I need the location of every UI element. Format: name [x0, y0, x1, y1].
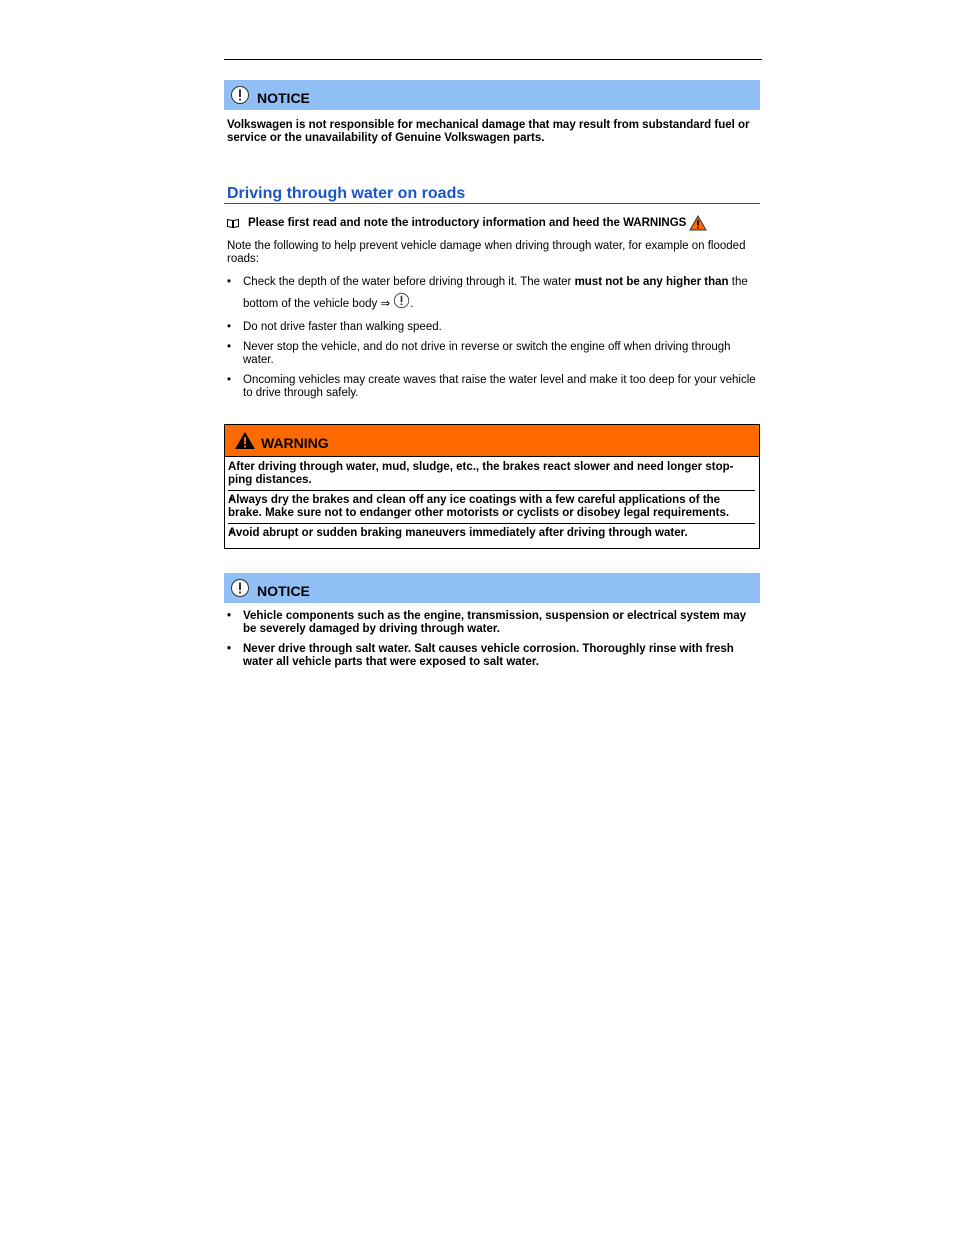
book-icon: [227, 218, 239, 228]
exclamation-circle-icon: [230, 85, 250, 105]
exclamation-circle-icon: [393, 292, 410, 309]
section-title: Driving through water on roads: [224, 187, 760, 204]
list-item: • Check the depth of the water before driving through it. The water must not be any higher than the bottom of the vehicle body ⇒ .: [227, 273, 761, 314]
exclamation-circle-icon: [230, 578, 250, 598]
warning-box: [224, 424, 760, 549]
warning-item: • Always dry the brakes and clean off any ice coatings with a few careful applications of the brake. Make sure not to endanger other motorists or cyclists or disobey legal requirements.: [228, 491, 755, 524]
list-item: • Do not drive faster than walking speed.: [227, 321, 761, 334]
warning-lead: After driving through water, mud, sludge, etc., the brakes react slower and need longer stop-ping distances.: [228, 461, 755, 491]
warning-body: [225, 457, 759, 548]
intro-line: [227, 214, 761, 232]
warning-triangle-icon: [689, 215, 707, 231]
notice-label: NOTICE: [257, 89, 310, 106]
list-item: • Vehicle components such as the engine, transmission, suspension or electrical system may be severely damaged by driving through water.: [227, 610, 761, 636]
page-content: [227, 80, 761, 669]
list-item: • Never drive through salt water. Salt causes vehicle corrosion. Thoroughly rinse with fresh water all vehicle parts that were exposed to salt water.: [227, 643, 761, 669]
notice-label: NOTICE: [257, 582, 310, 599]
list-item: • Oncoming vehicles may create waves that raise the water level and make it too deep for your vehicle to drive through safely.: [227, 374, 761, 400]
notice-list: [227, 610, 761, 669]
notice-header: [224, 80, 760, 110]
instruction-list: [227, 273, 761, 400]
intro-text: Please first read and note the introductory information and heed the WARNINGS: [248, 216, 687, 229]
warning-header: [225, 425, 759, 457]
notice-text: Volkswagen is not responsible for mechanical damage that may result from substandard fuel or service or the unavailability of Genuine Volkswagen parts.: [227, 119, 750, 144]
notice-header: [224, 573, 760, 603]
warning-label: WARNING: [261, 435, 329, 451]
warning-item: • Avoid abrupt or sudden braking maneuvers immediately after driving through water.: [228, 524, 755, 543]
top-rule: [224, 59, 762, 60]
section-lead: Note the following to help prevent vehicle damage when driving through water, for example on flooded roads:: [227, 240, 746, 265]
list-item: • Never stop the vehicle, and do not drive in reverse or switch the engine off when driving through water.: [227, 341, 761, 367]
warning-triangle-icon: [234, 431, 256, 450]
